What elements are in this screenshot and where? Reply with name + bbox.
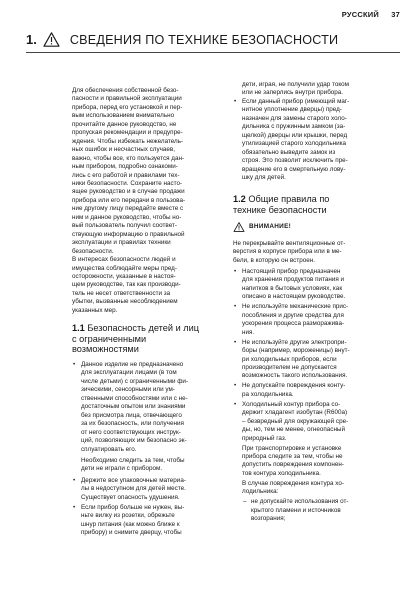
text-line: крытого пламени и источников xyxy=(251,506,341,514)
warning-line xyxy=(233,222,393,232)
text-line: боры (например, мороженицы) внут- xyxy=(242,347,350,355)
text-line: зическими, сенсорными или ум- xyxy=(81,386,175,394)
dash-list-wrapper xyxy=(233,498,393,523)
text-line: Держите все упаковочные материа- xyxy=(81,476,186,484)
text-line: достаточным опытом или знаниями xyxy=(81,403,186,411)
text-line: – безвредный для окружающей сре- xyxy=(242,417,349,425)
text-line: допустить повреждения компонен- xyxy=(242,461,344,469)
text-line: ра холодильника. xyxy=(242,390,294,398)
intro-line: важно, чтобы все, кто пользуется дан- xyxy=(72,154,185,162)
ventilation-warning xyxy=(233,240,393,265)
text-line: Необходимо следить за тем, чтобы xyxy=(81,457,185,464)
list-item xyxy=(233,98,393,183)
section-title xyxy=(72,323,199,354)
text-line: Данное изделие не предназначено xyxy=(81,361,184,369)
heading-rule xyxy=(26,52,400,53)
text-line: щелкой) дверцы или крышки, перед xyxy=(242,131,348,139)
text-line: вращение его в смертельную лову- xyxy=(242,165,346,173)
text-line: описано в настоящем руководстве. xyxy=(242,293,346,301)
section-title-line: технике безопасности xyxy=(233,205,327,216)
intro-line: ним и данное руководство, чтобы но- xyxy=(72,213,182,221)
text-line: возможность такого использования. xyxy=(242,372,348,380)
left-column xyxy=(72,87,232,539)
lead-line: бели, в которую он встроен. xyxy=(233,256,315,264)
intro-line: Для обеспечения собственной безо- xyxy=(72,87,179,94)
text-line: природный газ. xyxy=(242,434,287,442)
intro-text xyxy=(72,87,232,315)
list-item xyxy=(72,361,232,454)
section-1-2-list xyxy=(233,268,393,524)
damage-dash-list xyxy=(233,498,393,523)
lead-line: Не перекрывайте вентиляционные от- xyxy=(233,239,346,247)
list-item xyxy=(233,303,393,337)
text-line: обязательно выведите замок из xyxy=(242,148,336,156)
text-line: лодильника: xyxy=(242,488,279,496)
text-line: сплуатировать его. xyxy=(81,445,137,453)
text-line: Настоящий прибор предназначен xyxy=(242,267,341,275)
text-line: нитное уплотнение дверцы) пред- xyxy=(242,106,342,114)
text-line: В случае повреждения контура хо- xyxy=(242,479,344,487)
text-line: дильника с пружинным замком (за- xyxy=(242,123,346,131)
text-line: Если прибор больше не нужен, вы- xyxy=(81,503,185,511)
text-line: для хранения продуктов питания и xyxy=(242,276,345,284)
section-title xyxy=(233,194,329,215)
page-number: 37 xyxy=(391,10,400,19)
chapter-heading xyxy=(26,32,338,47)
intro-line: лись с его работой и правилами тех- xyxy=(72,171,180,179)
section-1-1-heading xyxy=(72,323,232,355)
intro-line: вый пользователь получил соответ- xyxy=(72,222,177,230)
text-line: за их безопасность, или получения xyxy=(81,420,184,428)
text-line: ускорения процесса размораживa- xyxy=(242,320,345,328)
text-line: тов контура холодильника. xyxy=(242,469,321,477)
intro-line: ящее руководство и в случае продажи xyxy=(72,188,185,196)
lead-line: верстия в корпусе прибора или в ме- xyxy=(233,248,342,256)
language-label: РУССКИЙ xyxy=(341,10,379,19)
intro-line: имущества соблюдайте меры пред- xyxy=(72,264,177,272)
dash-item xyxy=(242,498,393,523)
text-line: ри холодильных приборов, если xyxy=(242,355,337,363)
text-line: прибора следите за тем, чтобы не xyxy=(242,453,343,460)
warning-triangle-icon xyxy=(43,32,60,47)
text-line: дети не играли с прибором. xyxy=(81,465,163,473)
intro-line: ждения. Чтобы избежать нежелатель- xyxy=(72,137,184,145)
text-line: напитков в бытовых условиях, как xyxy=(242,284,343,292)
text-line: строя. Это позволит исключить пре- xyxy=(242,157,348,165)
list-item xyxy=(72,477,232,502)
intro-line: прибора, перед его установкой и пер- xyxy=(72,103,183,111)
list-item xyxy=(233,339,393,381)
text-line: не допускайте использования от- xyxy=(251,498,349,506)
transport-note xyxy=(233,445,393,479)
text-line: Если данный прибор (имеющий маг- xyxy=(242,97,350,105)
intro-line: пасности и правильной эксплуатации xyxy=(72,95,182,103)
intro-line: ных ошибок и несчастных случаев, xyxy=(72,146,175,154)
list-item xyxy=(233,268,393,302)
replacement-bullet xyxy=(233,98,393,183)
intro-line: указанных мер. xyxy=(72,306,118,314)
intro-line: тель не несет ответственности за xyxy=(72,289,171,297)
text-line: шнур питания (как можно ближе к xyxy=(81,520,180,528)
section-1-2-heading xyxy=(233,194,393,215)
intro-line: прибора или его передачи в пользова- xyxy=(72,196,186,204)
chapter-number: 1. xyxy=(26,32,37,47)
right-column xyxy=(233,81,393,525)
section-number: 1.1 xyxy=(72,323,85,334)
section-title-line: возможностями xyxy=(72,344,139,355)
intro-line: ствующую информацию о правильной xyxy=(72,230,185,238)
text-line: от него соответствующих инструк- xyxy=(81,428,181,436)
section-title-line: Безопасность детей и лиц xyxy=(87,323,200,334)
text-line: прибору) и снимите дверцу, чтобы xyxy=(81,529,182,537)
supervision-note xyxy=(72,457,232,474)
intro-line: убытки, вызванные несоблюдением xyxy=(72,298,178,306)
intro-line: В интересах безопасности людей и xyxy=(72,256,176,264)
intro-line: осторожности, указанные в настоя- xyxy=(72,272,176,280)
warning-label: ВНИМАНИЕ! xyxy=(249,223,292,231)
section-title-line: Общие правила по xyxy=(248,194,330,205)
text-line: для эксплуатации лицами (в том xyxy=(81,369,177,377)
warning-triangle-icon xyxy=(233,222,245,232)
text-line: Не используйте другие электропри- xyxy=(242,338,347,346)
intro-line: пропуская рекомендации и предупре- xyxy=(72,129,183,137)
intro-line: ным прибором, подробно ознакоми- xyxy=(72,163,178,171)
text-line: назначен для замены старого холо- xyxy=(242,114,347,122)
text-line: Существует опасность удушения. xyxy=(81,493,180,501)
section-title-line: с ограниченными xyxy=(72,333,147,344)
intro-line: прочитайте данное руководство, не xyxy=(72,120,177,128)
intro-line: безопасности. xyxy=(72,247,114,255)
continuation-line: или не заперлись внутри прибора. xyxy=(242,89,344,97)
intro-line: ники безопасности. Сохраните насто- xyxy=(72,179,183,187)
intro-line: вым использованием внимательно xyxy=(72,112,175,120)
text-line: утилизацией старого холодильника xyxy=(242,140,346,148)
page-header xyxy=(332,10,400,19)
intro-line: щем руководстве, так как производи- xyxy=(72,281,181,289)
text-line: ния. xyxy=(242,328,255,336)
text-line: ды, но, тем не менее, огнеопасный xyxy=(242,426,345,434)
text-line: Холодильный контур прибора со- xyxy=(242,400,341,408)
text-line: пособления и другие средства для xyxy=(242,311,344,319)
text-line: При транспортировке и установке xyxy=(242,444,342,452)
intro-line: эксплуатации и правилах техники xyxy=(72,239,171,247)
text-line: держит хладагент изобутан (R600a) xyxy=(242,409,348,417)
list-item xyxy=(233,401,393,443)
text-line: ньте вилку из розетки, обрежьте xyxy=(81,512,175,520)
text-line: Не используйте механические прис- xyxy=(242,303,349,311)
list-item xyxy=(233,382,393,399)
text-line: лы в недоступном для детей месте. xyxy=(81,485,186,493)
chapter-title: СВЕДЕНИЯ ПО ТЕХНИКЕ БЕЗОПАСНОСТИ xyxy=(69,32,339,47)
text-line: ций, позволяющих им безопасно эк- xyxy=(81,437,187,445)
continuation-line: дети, играя, не получили удар током xyxy=(242,81,349,88)
text-line: без присмотра лица, отвечающего xyxy=(81,411,182,419)
text-line: возгорания; xyxy=(251,515,286,523)
text-line: ственными способностями или с не- xyxy=(81,394,188,402)
continuation-text xyxy=(233,81,393,98)
section-number: 1.2 xyxy=(233,194,246,205)
list-item xyxy=(72,504,232,538)
intro-line: ние другому лицу передайте вместе с xyxy=(72,205,184,213)
text-line: числе детьми) с ограниченными фи- xyxy=(81,377,189,385)
damage-note xyxy=(233,480,393,497)
text-line: Не допускайте повреждения конту- xyxy=(242,382,346,390)
section-1-1-list xyxy=(72,361,232,538)
text-line: производителем не допускается xyxy=(242,363,337,371)
text-line: шку для детей. xyxy=(242,173,286,181)
